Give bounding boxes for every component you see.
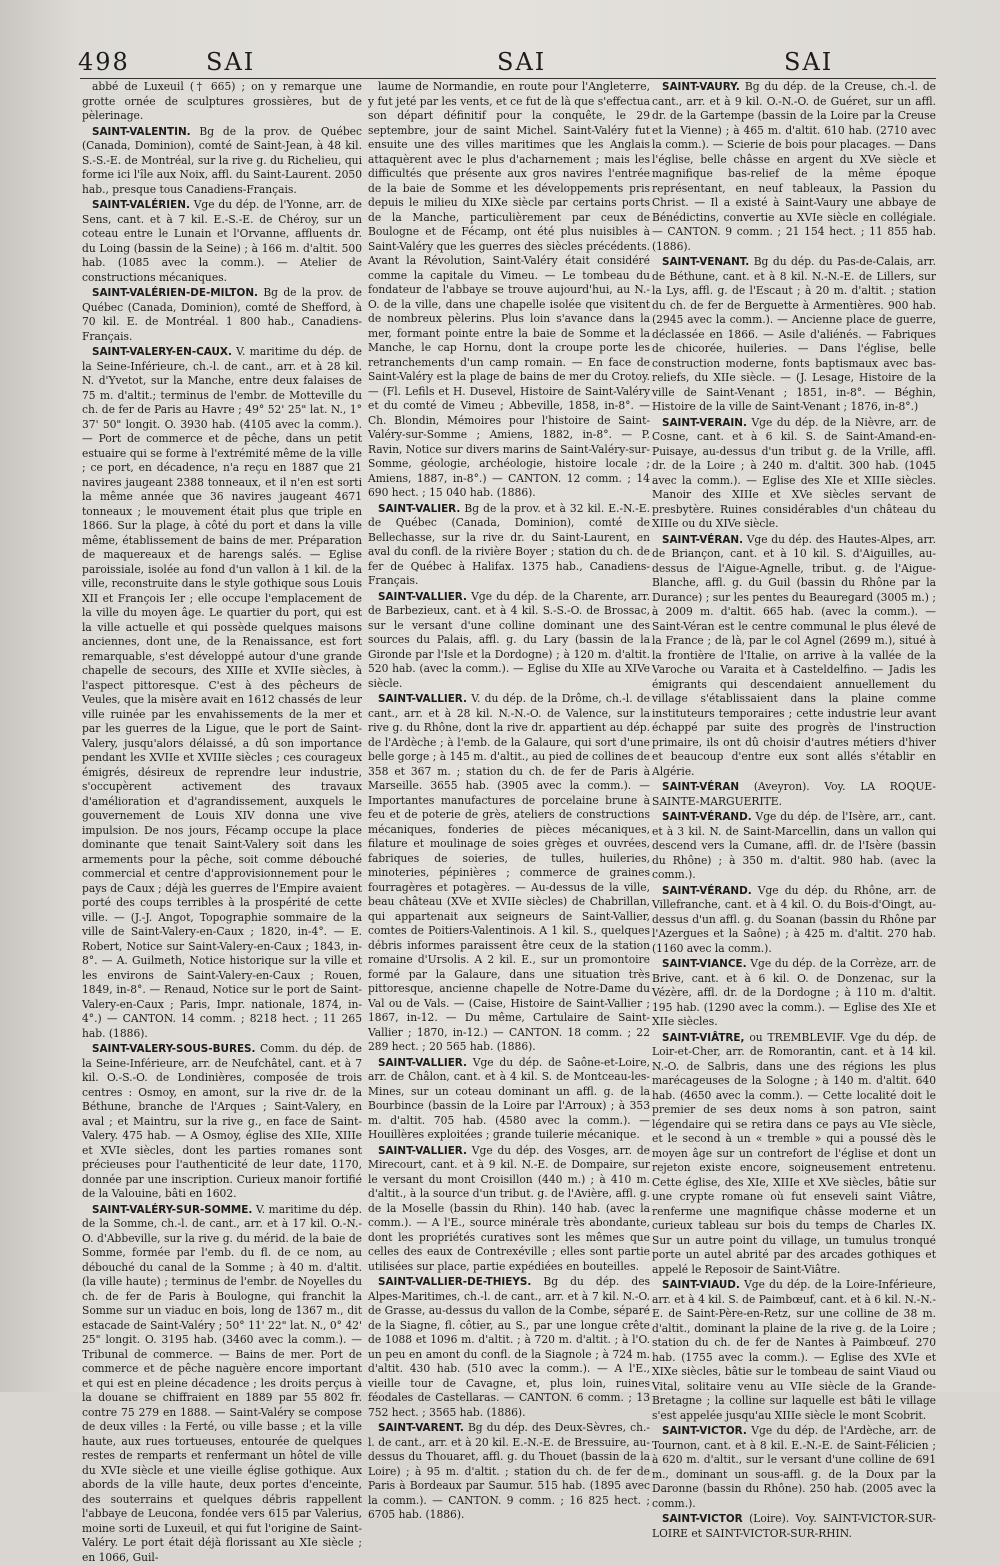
entry-text: Bg du dép. de la Creuse, ch.-l. de cant., arr. et à 9 kil. O.-N.-O. de Guéret, sur un affl. dr. de la Gartempe (bassin de la Loire par la Creuse et la Vienne) ; à 465 m. d'altit. 610 hab. (2710 avec la comm.). — Scierie de bois pour placages. — Dans l'église, belle châsse en argent du XVe siècle et magnifique bas-relief de la même époque représentant, en neuf tableaux, la Passion du Christ. — Il a existé à Saint-Vaury une abbaye de Bénédictins, convertie au XVIe siècle en collégiale. — CANTON. 9 comm. ; 21 154 hect. ; 11 855 hab. (1886). bbox=[652, 80, 937, 253]
entry-headword: SAINT-VALLIER. bbox=[378, 1056, 467, 1069]
dictionary-entry bbox=[82, 286, 362, 344]
entry-headword: SAINT-VALLIER. bbox=[378, 1144, 467, 1157]
dictionary-entry bbox=[652, 884, 936, 957]
entry-text: V. du dép. de la Drôme, ch.-l. de cant., arr. et à 28 kil. N.-N.-O. de Valence, sur la rive g. du Rhône, dont la rive dr. appartient au dép. de l'Ardèche ; à l'emb. de la Galaure, qui sort d'une belle gorge ; à 145 m. d'altit., au pied de collines de 358 et 367 m. ; station du ch. de fer de Paris à Marseille. 3655 hab. (3905 avec la comm.). — Importantes manufactures de porcelaine brune à feu et de poterie de grès, ateliers de constructions mécaniques, fonderies de pièces mécaniques, filature et moulinage de soies grèges et ouvrées, fabriques de soieries, de tulles, huileries, minoteries, pépinières ; commerce de graines fourragères et potagères. — Au-dessus de la ville, beau château (XVe et XVIIe siècles) de Chabrillan, qui appartenait aux seigneurs de Saint-Vallier, comtes de Poitiers-Valentinois. A 1 kil. S., quelques débris informes paraissent être ceux de la station romaine d'Ursolis. A 2 kil. E., sur un promontoire formé par la Galaure, dans une situation très pittoresque, ancienne chapelle de Notre-Dame du Val ou de Vals. — (Caise, Histoire de Saint-Vallier ; 1867, in-12. — Du même, Cartulaire de Saint-Vallier ; 1870, in-12.) — CANTON. 18 comm. ; 22 289 hect. ; 20 565 hab. (1886). bbox=[368, 692, 650, 1053]
entry-text: (Loire). Voy. SAINT-VICTOR-SUR-LOIRE et SAINT-VICTOR-SUR-RHIN. bbox=[652, 1512, 936, 1540]
running-head-right: SAI bbox=[784, 48, 834, 76]
entry-headword: SAINT-VICTOR bbox=[662, 1513, 743, 1525]
running-head-center: SAI bbox=[497, 48, 547, 76]
entry-headword: SAINT-VALLIER-DE-THIEYS. bbox=[378, 1276, 532, 1288]
dictionary-entry bbox=[368, 692, 650, 1055]
entry-text: Vge du dép. de l'Yonne, arr. de Sens, cant. et à 7 kil. E.-S.-E. de Chéroy, sur un coteau entre le Lunain et l'Orvanne, affluents dr. du Loing (bassin de la Seine) ; à 166 m. d'altit. 500 hab. (1085 avec la comm.). — Atelier de constructions mécaniques. bbox=[82, 198, 362, 284]
dictionary-entry bbox=[652, 533, 936, 780]
entry-text: Bg de la prov. de Québec (Canada, Dominion), comté de Saint-Jean, à 48 kil. S.-S.-E. de Montréal, sur la rive g. du Richelieu, qui forme ici l'île aux Noix, affl. du Saint-Laurent. 2050 hab., presque tous Canadiens-Français. bbox=[82, 124, 362, 196]
entry-headword: SAINT-VALLIER. bbox=[378, 693, 467, 705]
entry-text: V. maritime du dép. de la Somme, ch.-l. de cant., arr. et à 17 kil. O.-N.-O. d'Abbeville, sur la rive g. du mérid. de la baie de Somme, formée par l'emb. du fl. de ce nom, au débouché du canal de la Somme ; à 40 m. d'altit. (la ville haute) ; terminus de l'embr. de Noyelles du ch. de fer de Paris à Boulogne, qui franchit la Somme sur un viaduc en bois, long de 1367 m., dit estacade de Saint-Valéry ; 50° 11' 22" lat. N., 0° 42' 25" longit. O. 3195 hab. (3460 avec la comm.). — Tribunal de commerce. — Bains de mer. Port de commerce et de pêche naguère encore important et qui est en pleine décadence ; les droits perçus à la douane se chiffraient en 1889 par 55 802 fr. contre 75 279 en 1888. — Saint-Valéry se compose de deux villes : la Ferté, ou ville basse ; et la ville haute, aux rues tortueuses, entourée de quelques restes de remparts et renfermant un hôtel de ville du XVIe siècle et une vieille église gothique. Aux abords de la ville haute, deux portes d'enceinte, des souterrains et quelques débris rappellent l'abbaye de Leucona, fondée vers 615 par Valerius, moine sorti de Luxeuil, et qui fut l'origine de Saint-Valéry. Le port était déjà florissant au XIe siècle ; en 1066, Guil- bbox=[82, 1202, 362, 1564]
entry-text: Vge du dép. de l'Isère, arr., cant. et à 3 kil. N. de Saint-Marcellin, dans un vallon qui descend vers la Cumane, affl. dr. de l'Isère (bassin du Rhône) ; à 350 m. d'altit. 980 hab. (avec la comm.). bbox=[652, 810, 936, 881]
dictionary-entry bbox=[82, 345, 362, 1041]
entry-headword: SAINT-VIAUD. bbox=[662, 1279, 740, 1291]
entry-headword: SAINT-VALÉRIEN-DE-MILTON. bbox=[92, 287, 258, 299]
dictionary-entry bbox=[82, 1203, 362, 1566]
entry-headword: SAINT-VALIER. bbox=[378, 502, 461, 515]
column-3 bbox=[652, 80, 936, 1542]
dictionary-entry bbox=[82, 1042, 362, 1202]
running-head-left: SAI bbox=[206, 48, 256, 76]
entry-headword: SAINT-VALÉRY-SUR-SOMME. bbox=[92, 1203, 253, 1216]
entry-text: ou TREMBLEVIF. Vge du dép. de Loir-et-Cher, arr. de Romorantin, cant. et à 14 kil. N.-O. de Salbris, dans une des régions les plus marécageuses de la Sologne ; à 140 m. d'altit. 640 hab. (4650 avec la comm.). — Cette localité doit le premier de ses deux noms à son patron, saint légendaire qui se retira dans ce pays au VIe siècle, et le second à un « tremble » qui a poussé dès le moyen âge sur un contrefort de l'église et dont un rejeton existe encore, soigneusement entretenu. Cette église, des XIe, XIIIe et XVe siècles, bâtie sur une crypte romane où fut enseveli saint Viâtre, renferme une magnifique châsse moderne et un curieux tableau sur bois du temps de Charles IX. Sur un autre point du village, un tumulus tronqué porte un autel abrité par des arcades gothiques et appelé le Reposoir de Saint-Viâtre. bbox=[652, 1030, 936, 1276]
dictionary-entry bbox=[652, 255, 936, 415]
entry-headword: SAINT-VERAIN. bbox=[662, 416, 747, 429]
entry-text: Vge du dép. des Vosges, arr. de Mirecourt, cant. et à 9 kil. N.-E. de Dompaire, sur le versant du mont Croisillon (440 m.) ; à 410 m. d'altit., à la source d'un tribut. g. de l'Avière, affl. g. de la Moselle (bassin du Rhin). 140 hab. (avec la comm.). — A l'E., source minérale très abondante, dont les propriétés curatives sont les mêmes que celles des eaux de Contrexéville ; elles sont partie utilisées sur place, partie expédiées en bouteilles. bbox=[368, 1143, 650, 1273]
entry-text: Bg de la prov. de Québec (Canada, Dominion), comté de Shefford, à 70 kil. E. de Montréal. 1 800 hab., Canadiens-Français. bbox=[82, 286, 362, 343]
entry-headword: SAINT-VALERY-EN-CAUX. bbox=[92, 346, 232, 358]
entry-text: Bg du dép. des Deux-Sèvres, ch.-l. de cant., arr. et à 20 kil. E.-N.-E. de Bressuire, au-dessus du Thouaret, affl. g. du Thouet (bassin de la Loire) ; à 95 m. d'altit. ; station du ch. de fer de Paris à Bordeaux par Saumur. 515 hab. (1895 avec la comm.). — CANTON. 9 comm. ; 16 825 hect. ; 6705 hab. (1886). bbox=[368, 1421, 650, 1521]
entry-text: Bg du dép. du Pas-de-Calais, arr. de Béthune, cant. et à 8 kil. N.-N.-E. de Lillers, sur la Lys, affl. g. de l'Escaut ; à 20 m. d'altit. ; station du ch. de fer de Berguette à Armentières. 900 hab. (2945 avec la comm.). — Ancienne place de guerre, déclassée en 1866. — Asile d'aliénés. — Fabriques de chicorée, huileries. — Dans l'église, belle construction moderne, fonts baptismaux avec bas-reliefs, du XIIe siècle. — (J. Lesage, Histoire de la ville de Saint-Venant ; 1851, in-8°. — Béghin, Histoire de la ville de Saint-Venant ; 1876, in-8°.) bbox=[652, 255, 936, 413]
dictionary-entry bbox=[652, 416, 936, 532]
entry-text: Vge du dép. de la Loire-Inférieure, arr. et à 4 kil. S. de Paimbœuf, cant. et à 6 kil. N.-N.-E. de Saint-Père-en-Retz, sur une colline de 38 m. d'altit., dominant la plaine de la rive g. de la Loire ; station du ch. de fer de Nantes à Paimbœuf. 270 hab. (1755 avec la comm.). — Eglise des XVIe et XIXe siècles, bâtie sur le tombeau de saint Viaud ou Vital, solitaire venu au VIIe siècle de la Grande-Bretagne ; la colline sur laquelle est bâti le village s'est appelée jusqu'au XIIIe siècle le mont Scobrit. bbox=[652, 1278, 937, 1422]
dictionary-entry bbox=[652, 957, 936, 1030]
entry-text: abbé de Luxeuil († 665) ; on y remarque une grotte ornée de sculptures grossières, but de pèlerinage. bbox=[82, 80, 362, 122]
entry-headword: SAINT-VIANCE. bbox=[662, 958, 747, 970]
entry-text: Bg de la prov. et à 32 kil. E.-N.-E. de Québec (Canada, Dominion), comté de Bellechasse, sur la rive dr. du Saint-Laurent, en aval du confl. de la rivière Boyer ; station du ch. de fer de Québec à Halifax. 1375 hab., Canadiens-Français. bbox=[368, 501, 650, 587]
page-number: 498 bbox=[78, 48, 130, 76]
dictionary-entry bbox=[368, 1421, 650, 1523]
entry-text: Vge du dép. des Hautes-Alpes, arr. de Briançon, cant. et à 10 kil. S. d'Aiguilles, au-dessus de l'Aigue-Agnelle, tribut. g. de l'Aigue-Blanche, affl. g. du Guil (bassin du Rhône par la Durance) ; sur les pentes du Beauregard (3005 m.) ; à 2009 m. d'altit. 665 hab. (avec la comm.). — Saint-Véran est le centre communal le plus élevé de la France ; de là, par le col Agnel (2699 m.), situé à la frontière de l'Italie, on arrive à la vallée de la Varoche ou Varaita et à Casteldelfino. — Jadis les émigrants qui descendaient annuellement du village s'établissaient dans la plaine comme instituteurs temporaires ; cette industrie leur avant échappé par suite des progrès de l'instruction primaire, ils ont dû choisir d'autres métiers d'hiver et beaucoup d'entre eux sont allés s'établir en Algérie. bbox=[652, 532, 936, 778]
dictionary-entry bbox=[652, 780, 936, 809]
entry-headword: SAINT-VALENTIN. bbox=[92, 125, 191, 138]
dictionary-entry bbox=[652, 1031, 936, 1278]
entry-headword: SAINT-VÉRAN. bbox=[662, 533, 744, 546]
dictionary-entry bbox=[368, 1056, 650, 1143]
entry-text: Vge du dép. de la Corrèze, arr. de Brive, cant. et à 6 kil. O. de Donzenac, sur la Vézère, affl. dr. de la Dordogne ; à 110 m. d'altit. 195 hab. (1290 avec la comm.). — Eglise des XIe et XIIe siècles. bbox=[652, 957, 936, 1028]
dictionary-entry bbox=[368, 1144, 650, 1275]
entry-headword: SAINT-VIÂTRE, bbox=[662, 1031, 745, 1044]
dictionary-entry bbox=[82, 198, 362, 285]
entry-headword: SAINT-VÉRAND. bbox=[662, 884, 752, 897]
entry-headword: SAINT-VÉRAN bbox=[662, 781, 740, 793]
dictionary-entry bbox=[82, 80, 362, 124]
entry-headword: SAINT-VALÉRIEN. bbox=[92, 199, 190, 211]
dictionary-entry bbox=[652, 810, 936, 883]
entry-text: Vge du dép. de Saône-et-Loire, arr. de Châlon, cant. et à 4 kil. S. de Montceau-les-Mines, sur un coteau dominant un affl. g. de la Bourbince (bassin de la Loire par l'Arroux) ; à 353 m. d'altit. 705 hab. (4580 avec la comm.). — Houillères exploitées ; grande tuilerie mécanique. bbox=[368, 1055, 650, 1141]
entry-headword: SAINT-VÉRAND. bbox=[662, 811, 752, 823]
header-rule bbox=[80, 78, 936, 79]
dictionary-entry bbox=[368, 80, 650, 501]
column-2 bbox=[368, 80, 650, 1524]
entry-text: (Aveyron). Voy. LA ROQUE-SAINTE-MARGUERITE. bbox=[652, 780, 936, 808]
entry-headword: SAINT-VENANT. bbox=[662, 256, 750, 268]
entry-headword: SAINT-VARENT. bbox=[378, 1422, 464, 1434]
dictionary-entry bbox=[368, 590, 650, 692]
dictionary-entry bbox=[652, 1512, 936, 1541]
entry-text: V. maritime du dép. de la Seine-Inférieure, ch.-l. de cant., arr. et à 28 kil. N. d'Yvetot, sur la Manche, entre deux falaises de 75 m. d'altit.; terminus de l'embr. de Motteville du ch. de fer de Paris au Havre ; 49° 52' 25" lat. N., 1° 37' 50" longit. O. 3930 hab. (4105 avec la comm.). — Port de commerce et de pêche, dans un petit estuaire qui se forme à l'extrémité même de la ville ; ce port, en décadence, n'a reçu en 1887 que 21 navires jaugeant 2388 tonneaux, et il n'en est sorti la même année que 36 navires jaugeant 4671 tonneaux ; le mouvement était plus que triple en 1866. Sur la plage, à côté du port et dans la ville même, établissement de bains de mer. Préparation de maquereaux et de harengs salés. — Eglise paroissiale, isolée au fond d'un vallon à 1 kil. de la ville, reconstruite dans le style gothique sous Louis XII et François Ier ; elle occupe l'emplacement de la ville du moyen âge. Le quartier du port, qui est la ville actuelle et qui possède quelques maisons anciennes, dont une, de la Renaissance, est fort remarquable, s'est développé autour d'une grande chapelle de secours, des XIIIe et XVIIe siècles, à l'aspect pittoresque. C'est à des pêcheurs de Veules, que la misère avait en 1612 chassés de leur ville ruinée par les envahissements de la mer et par les guerres de la Ligue, que le port de Saint-Valery, jusqu'alors délaissé, a dû son importance pendant les XVIIe et XVIIIe siècles ; ces courageux émigrés, désireux de reprendre leur industrie, s'occupèrent activement des travaux d'amélioration et d'agrandissement, auxquels le gouvernement de Louis XIV donna une vive impulsion. De nos jours, Fécamp occupe la place dominante que tenait Saint-Valery soit dans les armements pour la pêche, soit comme débouché commercial et centre d'approvisionnement pour le pays de Caux ; déjà les guerres de l'Empire avaient porté des coups terribles à la prospérité de cette ville. — (J.-J. Angot, Topographie sommaire de la ville de Saint-Valery-en-Caux ; 1820, in-4°. — E. Robert, Notice sur Saint-Valery-en-Caux ; 1843, in-8°. — A. Guilmeth, Notice historique sur la ville et les environs de Saint-Valery-en-Caux ; Rouen, 1849, in-8°. — Renaud, Notice sur le port de Saint-Valery-en-Caux ; Paris, Impr. nationale, 1874, in-4°.) — CANTON. 14 comm. ; 8218 hect. ; 11 265 hab. (1886). bbox=[82, 345, 362, 1040]
entry-headword: SAINT-VALLIER. bbox=[378, 590, 467, 603]
entry-text: laume de Normandie, en route pour l'Angleterre, y fut jeté par les vents, et ce fut de là que s'effectua son départ définitif pour la conquête, le 29 septembre, jour de saint Michel. Saint-Valéry fut ensuite une des villes maritimes que les Anglais attaquèrent avec le plus d'acharnement ; mais les difficultés que présente aux gros navires l'entrée de la baie de Somme et les développements pris depuis le milieu du XIXe siècle par certains ports de la Manche, particulièrement par ceux de Boulogne et de Fécamp, ont été plus nuisibles à Saint-Valéry que les guerres des siècles précédents. Avant la Révolution, Saint-Valéry était considéré comme la capitale du Vimeu. — Le tombeau du fondateur de l'abbaye se trouve aujourd'hui, au N.-O. de la ville, dans une chapelle isolée que visitent de nombreux pèlerins. Plus loin s'avance dans la mer, formant pointe entre la baie de Somme et la Manche, le cap Hornu, dont la croupe porte les retranchements d'un camp romain. — En face de Saint-Valéry est la plage de bains de mer du Crotoy. — (Fl. Lefils et H. Dusevel, Histoire de Saint-Valéry et du comté de Vimeu ; Abbeville, 1858, in-8°. — Ch. Blondin, Mémoires pour l'histoire de Saint-Valéry-sur-Somme ; Amiens, 1882, in-8°. — P. Ravin, Notice sur divers marins de Saint-Valéry-sur-Somme, géologie, archéologie, histoire locale ; Amiens, 1887, in-8°.) — CANTON. 12 comm. ; 14 690 hect. ; 15 040 hab. (1886). bbox=[368, 80, 650, 499]
entry-text: Comm. du dép. de la Seine-Inférieure, arr. de Neufchâtel, cant. et à 7 kil. O.-S.-O. de Londinières, composée de trois centres : Osmoy, en amont, sur la rive dr. de la Béthune, branche de l'Arques ; Saint-Valery, en aval ; et Maintru, sur la rive g., en face de Saint-Valery. 475 hab. — A Osmoy, église des XIIe, XIIIe et XVIe siècles, dont les parties romanes sont précieuses pour l'authenticité de leur date, 1170, donnée par une inscription. Curieux manoir fortifié de la Valouine, bâti en 1602. bbox=[82, 1042, 362, 1200]
entry-headword: SAINT-VICTOR. bbox=[662, 1425, 747, 1437]
entry-text: Vge du dép. de la Charente, arr. de Barbezieux, cant. et à 4 kil. S.-S.-O. de Brossac, sur le versant d'une colline dominant une des sources du Palais, affl. g. du Lary (bassin de la Gironde par l'Isle et la Dordogne) ; à 120 m. d'altit. 520 hab. (avec la comm.). — Eglise du XIIe au XIVe siècle. bbox=[368, 589, 650, 690]
dictionary-entry bbox=[82, 125, 362, 198]
dictionary-entry bbox=[652, 1278, 936, 1423]
dictionary-entry bbox=[652, 1424, 936, 1511]
entry-text: Vge du dép. de l'Ardèche, arr. de Tournon, cant. et à 8 kil. E.-N.-E. de Saint-Félicien ; à 620 m. d'altit., sur le versant d'une colline de 691 m., dominant un sous-affl. g. de la Doux par la Daronne (bassin du Rhône). 250 hab. (2005 avec la comm.). bbox=[652, 1424, 937, 1510]
dictionary-entry bbox=[368, 1275, 650, 1420]
dictionary-entry bbox=[368, 502, 650, 589]
entry-headword: SAINT-VAURY. bbox=[662, 81, 740, 93]
entry-text: Vge du dép. du Rhône, arr. de Villefranche, cant. et à 4 kil. O. du Bois-d'Oingt, au-dessus d'un affl. g. du Soanan (bassin du Rhône par l'Azergues et la Saône) ; à 425 m. d'altit. 270 hab. (1160 avec la comm.). bbox=[652, 883, 936, 955]
entry-text: Bg du dép. des Alpes-Maritimes, ch.-l. de cant., arr. et à 7 kil. N.-O. de Grasse, au-dessus du vallon de la Combe, séparé de la Siagne, fl. côtier, au S., par une longue crête de 1088 et 1096 m. d'altit. ; à 720 m. d'altit. ; à l'O. un peu en amont du confl. de la Siagnole ; à 724 m. d'altit. 430 hab. (510 avec la comm.). — A l'E., vieille tour de Cavagne, et, plus loin, ruines féodales de Castellaras. — CANTON. 6 comm. ; 13 752 hect. ; 3565 hab. (1886). bbox=[368, 1275, 650, 1419]
column-1 bbox=[82, 80, 362, 1566]
entry-headword: SAINT-VALERY-SOUS-BURES. bbox=[92, 1043, 256, 1055]
entry-text: Vge du dép. de la Nièvre, arr. de Cosne, cant. et à 6 kil. S. de Saint-Amand-en-Puisaye, au-dessus d'un tribut g. de la Vrille, affl. dr. de la Loire ; à 240 m. d'altit. 300 hab. (1045 avec la comm.). — Eglise des XIe et XIIIe siècles. Manoir des XIIIe et XVe siècles servant de presbytère. Ruines considérables d'un château du XIIIe ou du XIVe siècle. bbox=[652, 415, 936, 530]
dictionary-entry bbox=[652, 80, 936, 254]
